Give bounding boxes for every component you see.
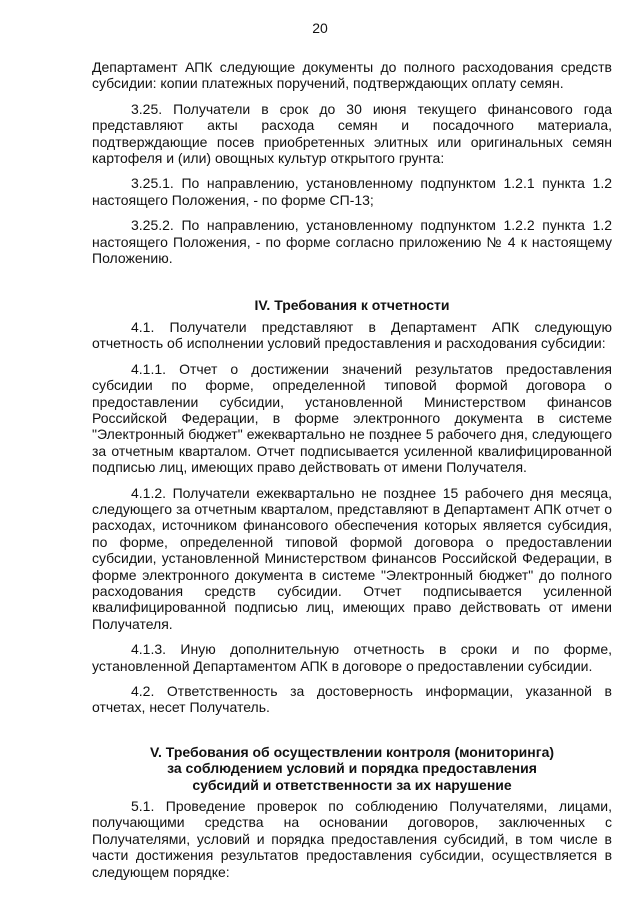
section-5-heading <box>92 744 612 793</box>
paragraph-5-1: 5.1. Проведение проверок по соблюдению Получателями, лицами, получающими средства на основании договоров, заключенных с Получателями, условий и порядка предоставления субсидий, в том числе в части достижения результатов предоставления субсидии, осуществляется в следующем порядке: <box>92 798 612 880</box>
paragraph-3-25-2: 3.25.2. По направлению, установленному подпунктом 1.2.2 пункта 1.2 настоящего Положения, - по форме согласно приложению № 4 к настоящему Положению. <box>92 217 612 267</box>
page-number: 20 <box>312 20 328 36</box>
document-body <box>92 59 612 880</box>
section-5-heading-line-2: за соблюдением условий и порядка предоставления <box>167 760 537 777</box>
paragraph-continuation: Департамент АПК следующие документы до полного расходования средств субсидии: копии платежных поручений, подтверждающих оплату семян. <box>92 59 612 92</box>
section-4-heading: IV. Требования к отчетности <box>254 297 450 314</box>
paragraph-4-1-3: 4.1.3. Иную дополнительную отчетность в сроки и по форме, установленной Департаментом АПК в договоре о предоставлении субсидии. <box>92 641 612 674</box>
section-5-heading-line-3: субсидий и ответственности за их нарушение <box>192 776 512 793</box>
paragraph-3-25: 3.25. Получатели в срок до 30 июня текущего финансового года представляют акты расхода семян и посадочного материала, подтверждающие посев приобретенных элитных или оригинальных семян картофеля и (или) овощных культур открытого грунта: <box>92 100 612 167</box>
paragraph-4-1-2: 4.1.2. Получатели ежеквартально не позднее 15 рабочего дня месяца, следующего за отчетным кварталом, представляют в Департамент АПК отчет о расходах, источником финансового обеспечения которых является субсидия, по форме, определенной типовой формой договора о предоставлении субсидии, установленной Министерством финансов Российской Федерации, в форме электронного документа в системе "Электронный бюджет" до полного расходования средств субсидии. Отчет подписывается усиленной квалифицированной подписью лиц, имеющих право действовать от имени Получателя. <box>92 484 612 632</box>
paragraph-4-1: 4.1. Получатели представляют в Департамент АПК следующую отчетность об исполнении условий предоставления и расходования субсидии: <box>92 318 612 352</box>
paragraph-3-25-1: 3.25.1. По направлению, установленному подпунктом 1.2.1 пункта 1.2 настоящего Положения, - по форме СП-13; <box>92 175 612 208</box>
paragraph-4-1-1: 4.1.1. Отчет о достижении значений результатов предоставления субсидии по форме, определенной типовой формой договора о предоставлении субсидии, установленной Министерством финансов Российской Федерации, в форме электронного документа в системе "Электронный бюджет" ежеквартально не позднее 5 рабочего дня, следующего за отчетным кварталом. Отчет подписывается усиленной квалифицированной подписью лиц, имеющих право действовать от имени Получателя. <box>92 360 612 476</box>
section-5-heading-line-1: V. Требования об осуществлении контроля (мониторинга) <box>149 743 555 760</box>
paragraph-4-2: 4.2. Ответственность за достоверность информации, указанной в отчетах, несет Получатель. <box>92 683 612 716</box>
